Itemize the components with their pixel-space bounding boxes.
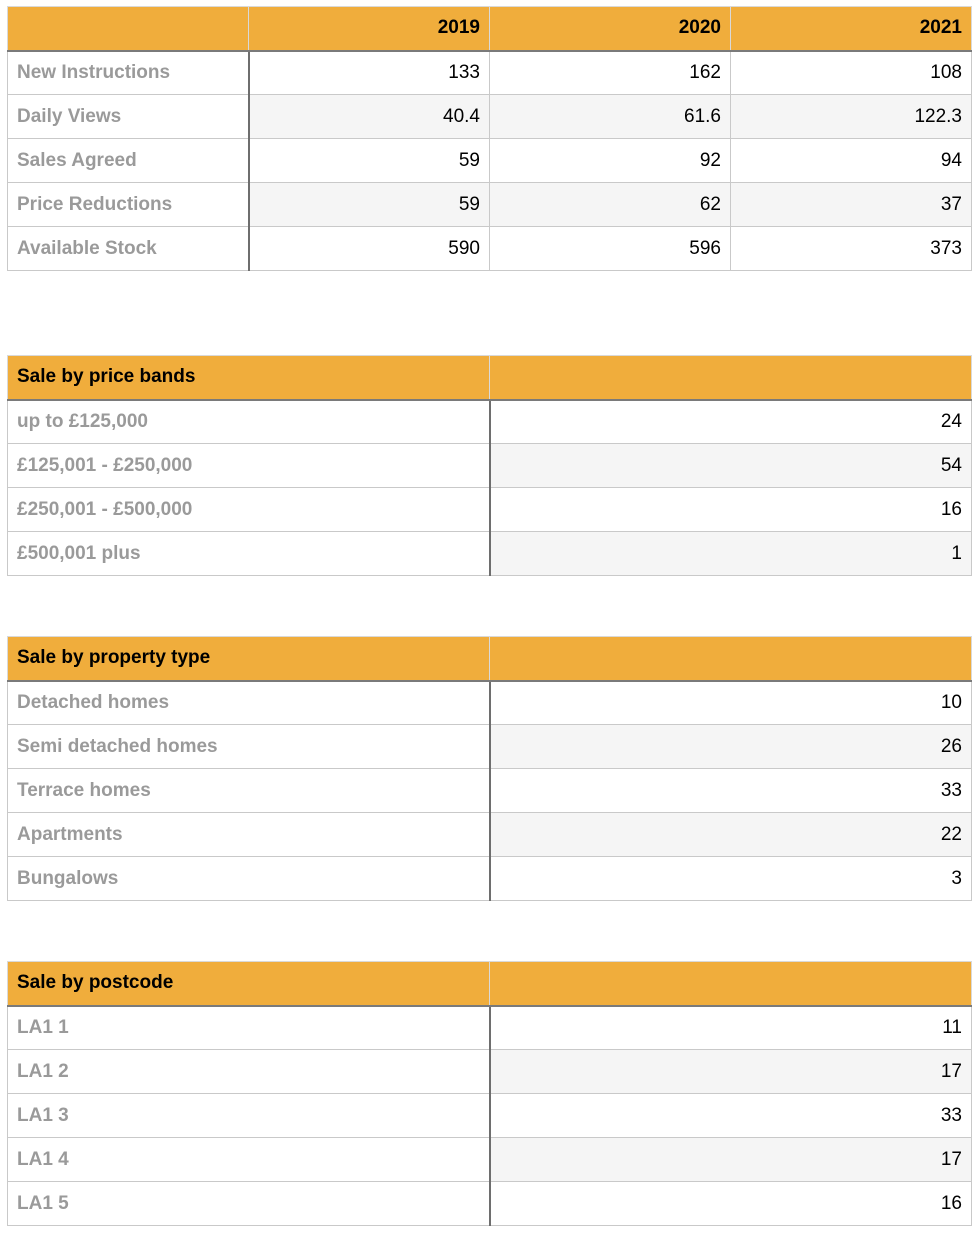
postcode-table (7, 961, 972, 1226)
cell-value: 54 (490, 444, 972, 488)
row-label: £125,001 - £250,000 (8, 444, 490, 488)
table-row (8, 681, 972, 725)
row-label: LA1 2 (8, 1050, 490, 1094)
table-row (8, 227, 972, 271)
summary-header-year: 2020 (490, 7, 731, 51)
cell-value: 590 (249, 227, 490, 271)
cell-value: 1 (490, 532, 972, 576)
table-row (8, 444, 972, 488)
row-label: Semi detached homes (8, 725, 490, 769)
cell-value: 26 (490, 725, 972, 769)
table-row (8, 139, 972, 183)
cell-value: 10 (490, 681, 972, 725)
table-row (8, 95, 972, 139)
price-bands-header-row (8, 356, 972, 400)
row-label: LA1 3 (8, 1094, 490, 1138)
summary-header-row (8, 7, 972, 51)
cell-value: 24 (490, 400, 972, 444)
cell-value: 122.3 (731, 95, 972, 139)
summary-header-year: 2019 (249, 7, 490, 51)
cell-value: 94 (731, 139, 972, 183)
row-label: New Instructions (8, 51, 249, 95)
cell-value: 16 (490, 488, 972, 532)
cell-value: 92 (490, 139, 731, 183)
cell-value: 33 (490, 1094, 972, 1138)
property-type-header-row (8, 637, 972, 681)
cell-value: 59 (249, 139, 490, 183)
row-label: Sales Agreed (8, 139, 249, 183)
cell-value: 162 (490, 51, 731, 95)
row-label: Detached homes (8, 681, 490, 725)
row-label: Daily Views (8, 95, 249, 139)
row-label: £500,001 plus (8, 532, 490, 576)
header-blank (490, 637, 972, 681)
row-label: Apartments (8, 813, 490, 857)
postcode-title: Sale by postcode (8, 962, 490, 1006)
cell-value: 11 (490, 1006, 972, 1050)
table-row (8, 813, 972, 857)
price-bands-table (7, 355, 972, 576)
table-row (8, 1138, 972, 1182)
cell-value: 59 (249, 183, 490, 227)
row-label: £250,001 - £500,000 (8, 488, 490, 532)
cell-value: 133 (249, 51, 490, 95)
postcode-header-row (8, 962, 972, 1006)
table-row (8, 51, 972, 95)
table-row (8, 400, 972, 444)
table-row (8, 1182, 972, 1226)
cell-value: 596 (490, 227, 731, 271)
cell-value: 17 (490, 1138, 972, 1182)
table-row (8, 183, 972, 227)
table-row (8, 488, 972, 532)
cell-value: 17 (490, 1050, 972, 1094)
property-type-table (7, 636, 972, 901)
summary-header-blank (8, 7, 249, 51)
row-label: Price Reductions (8, 183, 249, 227)
cell-value: 62 (490, 183, 731, 227)
table-row (8, 1094, 972, 1138)
property-type-title: Sale by property type (8, 637, 490, 681)
summary-table (7, 6, 972, 271)
cell-value: 108 (731, 51, 972, 95)
cell-value: 61.6 (490, 95, 731, 139)
cell-value: 40.4 (249, 95, 490, 139)
cell-value: 3 (490, 857, 972, 901)
header-blank (490, 356, 972, 400)
cell-value: 37 (731, 183, 972, 227)
cell-value: 16 (490, 1182, 972, 1226)
row-label: Bungalows (8, 857, 490, 901)
row-label: Terrace homes (8, 769, 490, 813)
cell-value: 373 (731, 227, 972, 271)
table-row (8, 857, 972, 901)
table-row (8, 1006, 972, 1050)
table-row (8, 769, 972, 813)
price-bands-title: Sale by price bands (8, 356, 490, 400)
cell-value: 22 (490, 813, 972, 857)
row-label: LA1 1 (8, 1006, 490, 1050)
row-label: up to £125,000 (8, 400, 490, 444)
row-label: LA1 5 (8, 1182, 490, 1226)
summary-header-year: 2021 (731, 7, 972, 51)
header-blank (490, 962, 972, 1006)
row-label: Available Stock (8, 227, 249, 271)
table-row (8, 532, 972, 576)
row-label: LA1 4 (8, 1138, 490, 1182)
cell-value: 33 (490, 769, 972, 813)
table-row (8, 1050, 972, 1094)
table-row (8, 725, 972, 769)
